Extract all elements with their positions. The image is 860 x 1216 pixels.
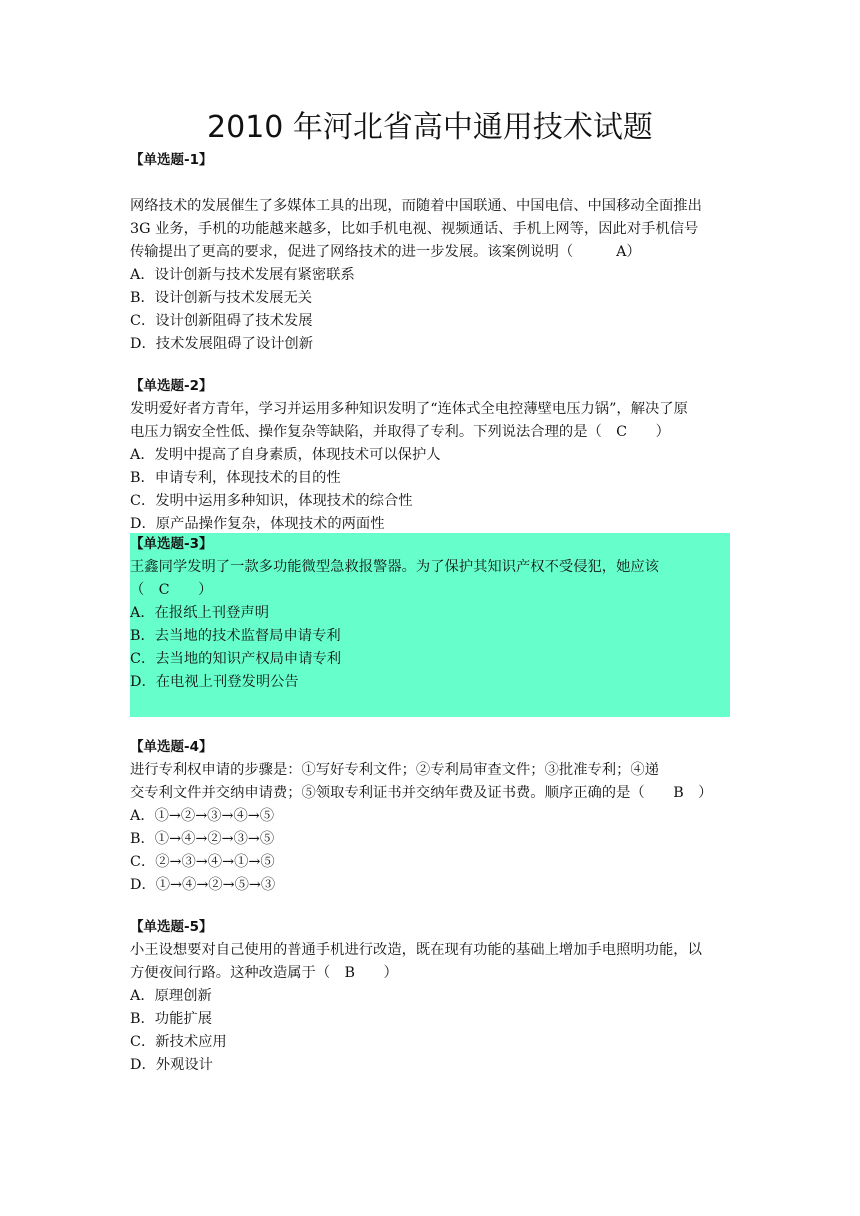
option-a: A．发明中提高了自身素质，体现技术可以保护人 [130,447,441,463]
question-stem-line: 进行专利权申请的步骤是：①写好专利文件；②专利局审查文件；③批准专利；④递 [130,762,659,778]
option-d: D．在电视上刊登发明公告 [130,674,299,690]
option-d: D．①→④→②→⑤→③ [130,877,276,893]
question-stem-line: 交专利文件并交纳申请费；⑤领取专利证书并交纳年费及证书费。顺序正确的是（ B ） [130,785,713,801]
question-header: 【单选题-3】 [130,536,213,552]
question-stem-line: 方便夜间行路。这种改造属于（ B ） [130,965,398,981]
option-c: C．去当地的知识产权局申请专利 [130,651,342,667]
option-a: A．在报纸上刊登声明 [130,605,269,621]
blank-line [130,172,730,195]
question-stem-line: 王鑫同学发明了一款多功能微型急救报警器。为了保护其知识产权不受侵犯，她应该 [130,559,659,575]
question-stem-line: 网络技术的发展催生了多媒体工具的出现，而随着中国联通、中国电信、中国移动全面推出 [130,198,702,214]
option-a: A．原理创新 [130,988,212,1004]
option-c: C．②→③→④→①→⑤ [130,854,275,870]
option-c: C．新技术应用 [130,1034,227,1050]
option-b: B．①→④→②→③→⑤ [130,831,275,847]
option-b: B．申请专利，体现技术的目的性 [130,470,341,486]
option-c: C．设计创新阻碍了技术发展 [130,313,313,329]
option-b: B．设计创新与技术发展无关 [130,290,313,306]
question-4 [130,736,730,897]
option-b: B．去当地的技术监督局申请专利 [130,628,341,644]
question-5 [130,916,730,1077]
question-stem-line: 3G 业务，手机的功能越来越多，比如手机电视、视频通话、手机上网等，因此对手机信号 [130,221,699,237]
question-stem-line: 电压力锅安全性低、操作复杂等缺陷，并取得了专利。下列说法合理的是（ C ） [130,424,670,440]
question-stem-line: 传输提出了更高的要求，促进了网络技术的进一步发展。该案例说明（ A） [130,244,641,260]
question-stem-line: 发明爱好者方青年，学习并运用多种知识发明了“连体式全电控薄壁电压力锅”，解决了原 [130,401,688,417]
question-2 [130,375,730,536]
option-d: D．技术发展阻碍了设计创新 [130,336,314,352]
question-1 [130,149,730,356]
question-header: 【单选题-4】 [130,739,213,755]
question-stem-line: （ C ） [130,582,213,598]
option-c: C．发明中运用多种知识，体现技术的综合性 [130,493,413,509]
document-title: 2010 年河北省高中通用技术试题 [207,110,653,145]
question-header: 【单选题-2】 [130,378,213,394]
question-3-highlighted [130,533,730,717]
option-b: B．功能扩展 [130,1011,212,1027]
question-header: 【单选题-5】 [130,919,213,935]
option-a: A．设计创新与技术发展有紧密联系 [130,267,355,283]
option-d: D．外观设计 [130,1057,213,1073]
question-header: 【单选题-1】 [130,152,213,168]
option-d: D．原产品操作复杂，体现技术的两面性 [130,516,385,532]
option-a: A．①→②→③→④→⑤ [130,808,275,824]
question-stem-line: 小王设想要对自己使用的普通手机进行改造，既在现有功能的基础上增加手电照明功能，以 [130,942,702,958]
